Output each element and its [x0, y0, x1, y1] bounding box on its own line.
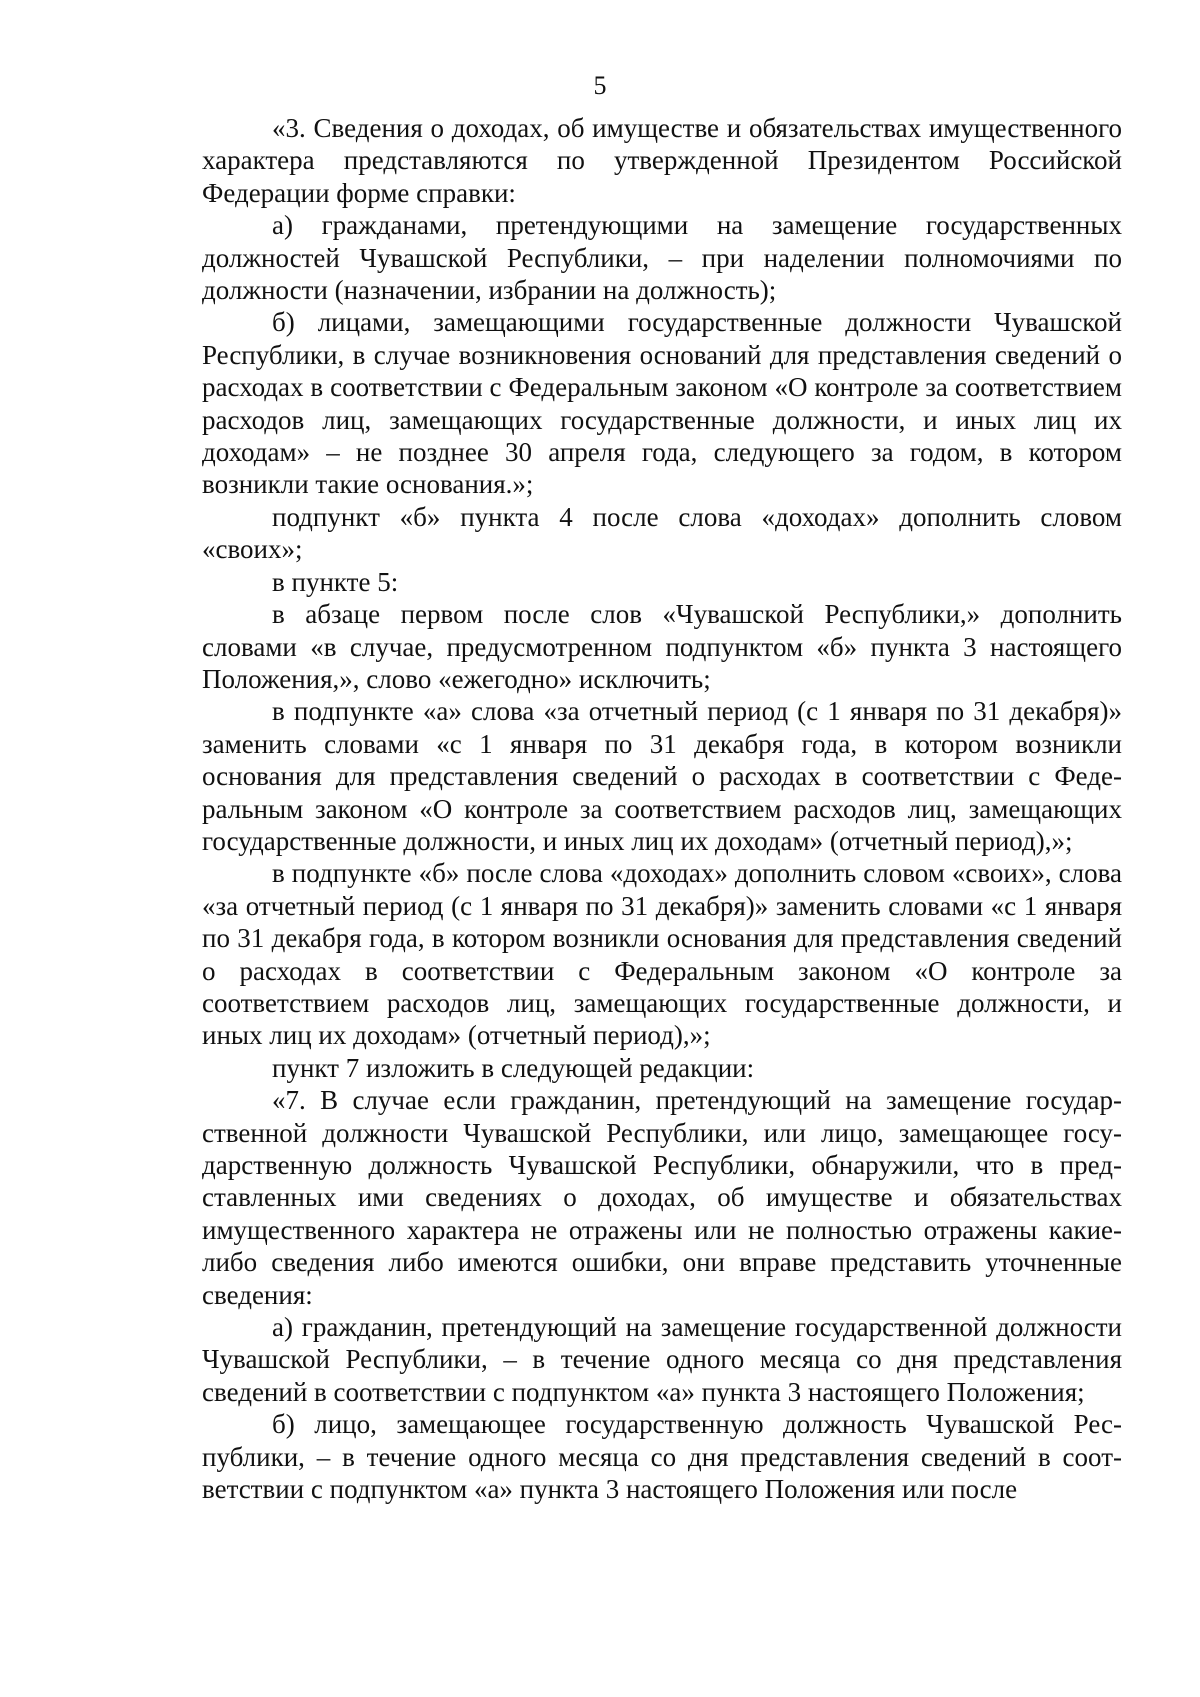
- paragraph-item-7-subitem-b: б) лицо, замещающее государственную должность Чувашской Республики, – в течение одного месяца со дня представления сведений в соответствии с подпунктом «а» пункта 3 настоящего Положения или после: [202, 1409, 1122, 1505]
- paragraph-item-7-text: «7. В случае если гражданин, претендующий на замещение государственной должности Чувашской Республики, или лицо, замещающее государственную должность Чувашской Республики, обнаружили, что в представленных ими сведениях о доходах, об имуществе и обязательствах имущественного характера не отражены или не полностью отражены какие-либо сведения либо имеются ошибки, они вправе представить уточненные сведения:: [202, 1085, 1122, 1310]
- paragraph-item-5-subitem-b: в подпункте «б» после слова «доходах» дополнить словом «своих», слова «за отчетный период (с 1 января по 31 декабря)» заменить словами «с 1 января по 31 декабря года, в котором возникли основания для представления сведений о расходах в соответствии с Федеральным законом «О контроле за соответствием расходов лиц, замещающих государственные должности, и иных лиц их доходам» (отчетный период),»;: [202, 858, 1122, 1051]
- paragraph-item-7-subitem-a: а) гражданин, претендующий на замещение государственной должности Чувашской Республики, – в течение одного месяца со дня представления сведений в соответствии с подпунктом «а» пункта 3 настоящего Положения;: [202, 1312, 1122, 1407]
- document-body: [202, 112, 1122, 1505]
- paragraph-item-5-heading: в пункте 5:: [272, 566, 399, 597]
- paragraph-subitem-b-officials: б) лицами, замещающими государственные должности Чувашской Республики, в случае возникновения оснований для представления сведений о расходах в соответствии с Федеральным законом «О контроле за соответствием расходов лиц, замещающих государственные должности, и иных лиц их доходам» – не позднее 30 апреля года, следующего за годом, в котором возникли такие основания.»;: [202, 307, 1122, 500]
- paragraph-item-3-intro: «3. Сведения о доходах, об имуществе и обязательствах имущественного характера представляются по утвержденной Президентом Российской Федерации форме справки:: [202, 113, 1122, 208]
- page-number: 5: [593, 71, 607, 100]
- paragraph-item-5-subitem-a: в подпункте «а» слова «за отчетный период (с 1 января по 31 декабря)» заменить словами «с 1 января по 31 декабря года, в котором возникли основания для представления сведений о расходах в соответствии с Федеральным законом «О контроле за соответствием расходов лиц, замещающих государственные должности, и иных лиц их доходам» (отчетный период),»;: [202, 696, 1122, 856]
- paragraph-item-7-heading: пункт 7 изложить в следующей редакции:: [272, 1052, 755, 1083]
- paragraph-item-4-amendment: подпункт «б» пункта 4 после слова «доходах» дополнить словом «своих»;: [202, 501, 1122, 565]
- paragraph-subitem-a-citizens: а) гражданами, претендующими на замещение государственных должностей Чувашской Республики, – при наделении полномочиями по должности (назначении, избрании на должность);: [202, 210, 1122, 306]
- paragraph-item-5-first-abzac: в абзаце первом после слов «Чувашской Республики,» дополнить словами «в случае, предусмотренном подпунктом «б» пункта 3 настоящего Положения,», слово «ежегодно» исключить;: [202, 599, 1122, 694]
